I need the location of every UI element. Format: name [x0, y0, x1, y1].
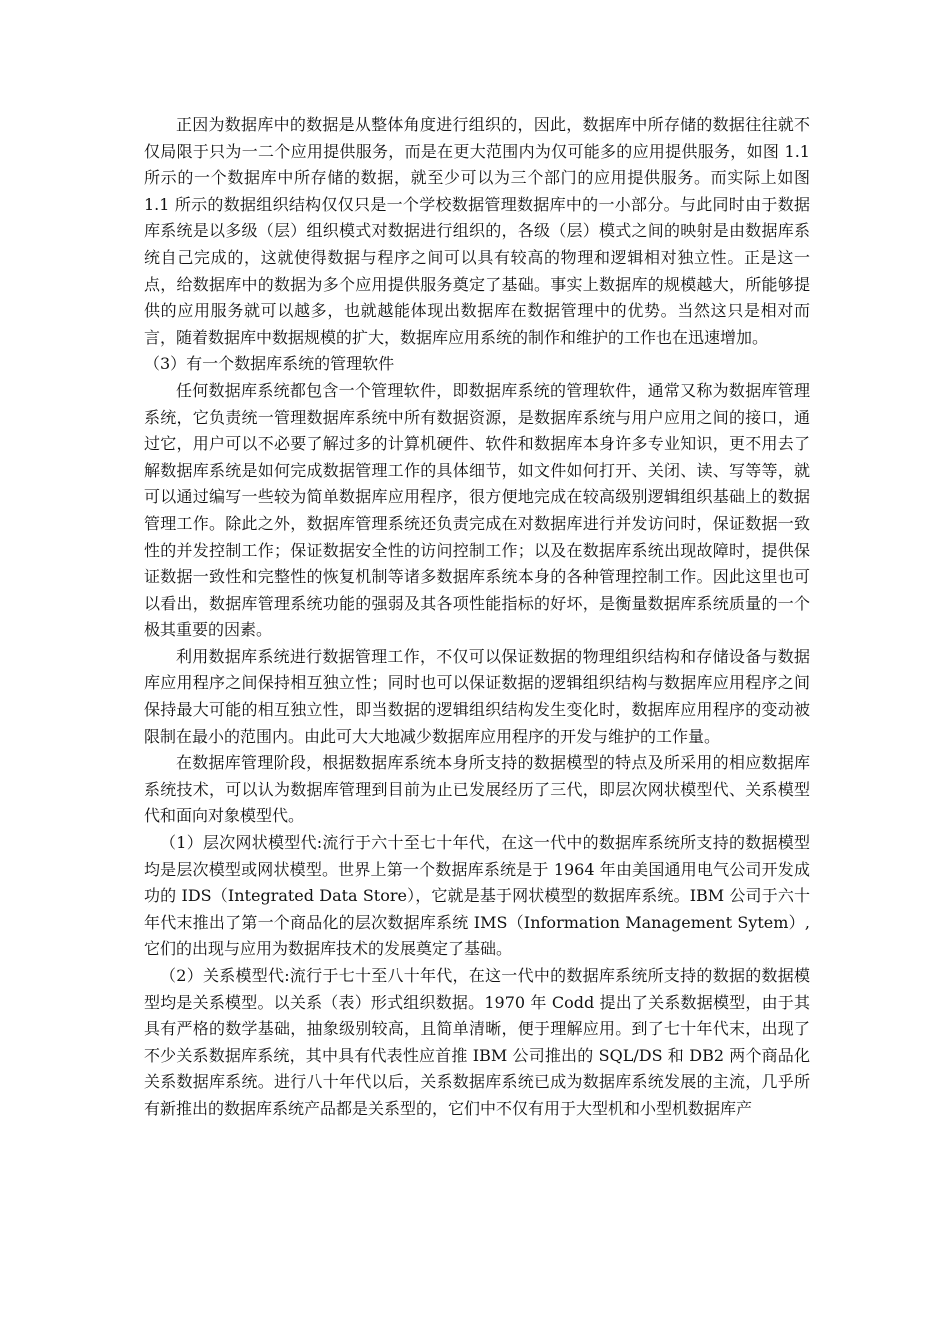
paragraph-body: 正因为数据库中的数据是从整体角度进行组织的，因此，数据库中所存储的数据往往就不仅局限于只为一二个应用提供服务，而是在更大范围内为仅可能多的应用提供服务，如图 1.1 所示的一个数据库中所存储的数据，就至少可以为三个部门的应用提供服务。而实际上如图 1.1 所示的数据组织结构仅仅只是一个学校数据管理数据库中的一小部分。与此同时由于数据库系统是以多级（层）组织模式对数据进行组织的，各级（层）模式之间的映射是由数据库系统自己完成的，这就使得数据与程序之间可以具有较高的物理和逻辑相对独立性。正是这一点，给数据库中的数据为多个应用提供服务奠定了基础。事实上数据库的规模越大，所能够提供的应用服务就可以越多，也就越能体现出数据库在数据管理中的优势。当然这只是相对而言，随着数据库中数据规模的扩大，数据库应用系统的制作和维护的工作也在迅速增加。 — [144, 115, 810, 347]
paragraph-body: 任何数据库系统都包含一个管理软件，即数据库系统的管理软件，通常又称为数据库管理系统，它负责统一管理数据库系统中所有数据资源，是数据库系统与用户应用之间的接口，通过它，用户可以不必要了解过多的计算机硬件、软件和数据库本身许多专业知识，更不用去了解数据库系统是如何完成数据管理工作的具体细节，如文件如何打开、关闭、读、写等等，就可以通过编写一些较为简单数据库应用程序，很方便地完成在较高级别逻辑组织基础上的数据管理工作。除此之外，数据库管理系统还负责完成在对数据库进行并发访问时，保证数据一致性的并发控制工作；保证数据安全性的访问控制工作；以及在数据库系统出现故障时，提供保证数据一致性和完整性的恢复机制等诸多数据库系统本身的各种管理控制工作。因此这里也可以看出，数据库管理系统功能的强弱及其各项性能指标的好坏，是衡量数据库系统质量的一个极其重要的因素。 — [144, 380, 810, 640]
document-page — [144, 112, 810, 1123]
paragraph-list-item: （1）层次网状模型代:流行于六十至七十年代，在这一代中的数据库系统所支持的数据模型均是层次模型或网状模型。世界上第一个数据库系统是于 1964 年由美国通用电气公司开发成功的 IDS（Integrated Data Store），它就是基于网状模型的数据库系统。IBM 公司于六十年代末推出了第一个商品化的层次数据库系统 IMS（Information Management Sytem）,它们的出现与应用为数据库技术的发展奠定了基础。 — [144, 833, 810, 959]
paragraph-list-item: （2）关系模型代:流行于七十至八十年代，在这一代中的数据库系统所支持的数据的数据模型均是关系模型。以关系（表）形式组织数据。1970 年 Codd 提出了关系数据模型，由于其具有严格的数学基础，抽象级别较高，且简单清晰，便于理解应用。到了七十年代末，出现了不少关系数据库系统，其中具有代表性应首推 IBM 公司推出的 SQL/DS 和 DB2 两个商品化关系数据库系统。进行八十年代以后，关系数据库系统已成为数据库系统发展的主流，几乎所有新推出的数据库系统产品都是关系型的，它们中不仅有用于大型机和小型机数据库产 — [144, 966, 810, 1118]
section-heading: （3）有一个数据库系统的管理软件 — [144, 354, 395, 374]
paragraph-body: 在数据库管理阶段，根据数据库系统本身所支持的数据模型的特点及所采用的相应数据库系统技术，可以认为数据库管理到目前为止已发展经历了三代，即层次网状模型代、关系模型代和面向对象模型代。 — [144, 753, 810, 826]
paragraph-body: 利用数据库系统进行数据管理工作，不仅可以保证数据的物理组织结构和存储设备与数据库应用程序之间保持相互独立性；同时也可以保证数据的逻辑组织结构与数据库应用程序之间保持最大可能的相互独立性，即当数据的逻辑组织结构发生变化时，数据库应用程序的变动被限制在最小的范围内。由此可大大地减少数据库应用程序的开发与维护的工作量。 — [144, 646, 810, 746]
